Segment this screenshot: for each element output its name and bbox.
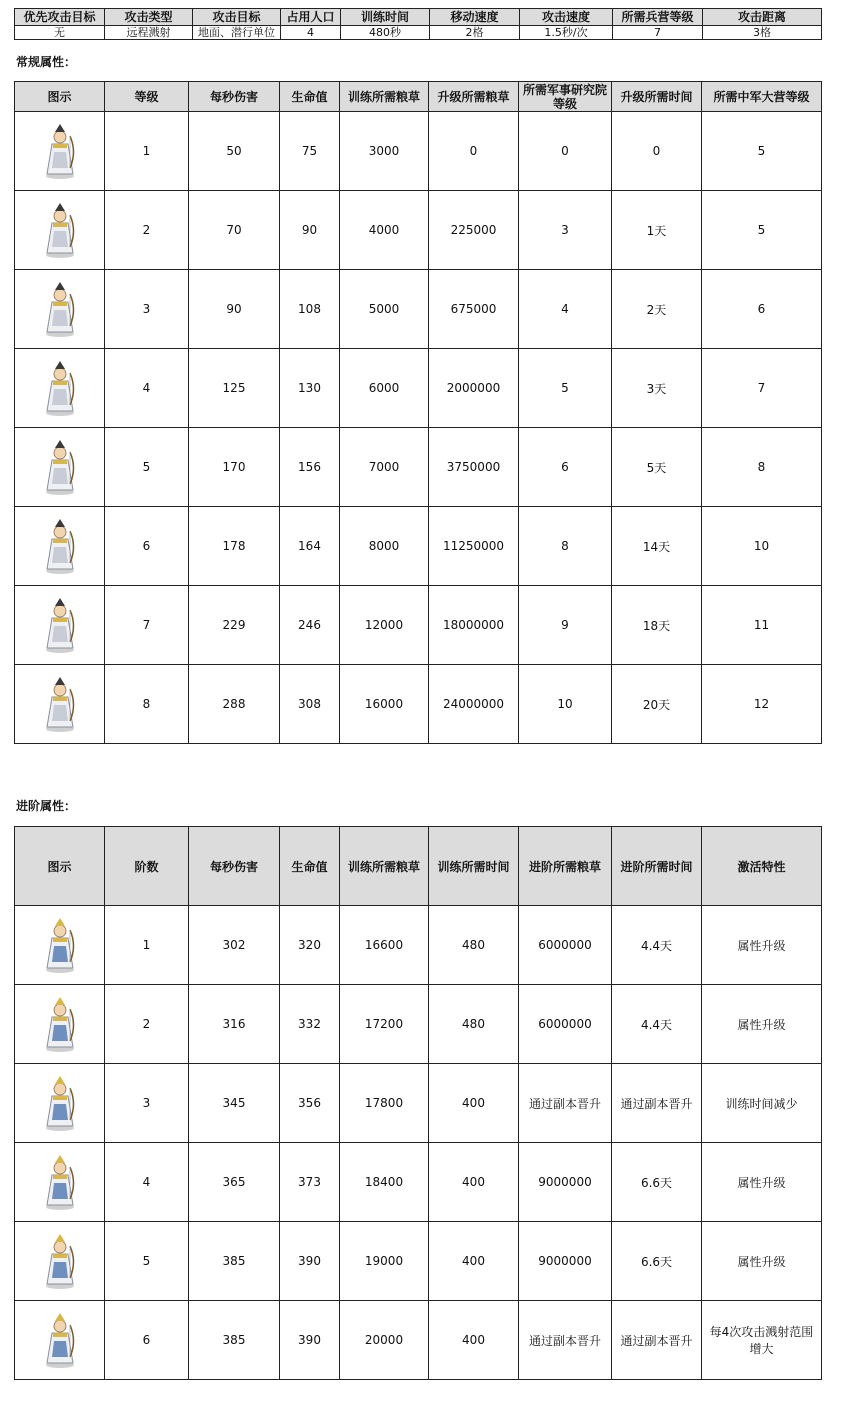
summary-value: 3格 [703,26,822,40]
unit-image-cell [15,1064,105,1143]
table-cell: 2 [105,191,189,270]
archer-unit-icon [40,359,80,417]
table-cell: 130 [280,349,340,428]
table-row [15,507,822,586]
table-cell: 8 [702,428,822,507]
advanced-header-row [15,827,822,906]
table-row [15,349,822,428]
advanced-header: 进阶所需时间 [612,827,702,906]
regular-attributes-table [14,81,822,744]
table-cell: 480 [429,985,519,1064]
table-cell: 316 [189,985,280,1064]
advanced-header: 生命值 [280,827,340,906]
unit-image-cell [15,349,105,428]
table-cell: 5 [519,349,612,428]
regular-header: 生命值 [280,82,340,112]
table-row [15,985,822,1064]
summary-table [14,8,822,40]
unit-image-cell [15,191,105,270]
table-cell: 4.4天 [612,906,702,985]
table-cell: 11250000 [429,507,519,586]
table-cell: 5 [105,1222,189,1301]
table-cell: 6 [702,270,822,349]
advanced-section-title: 进阶属性： [16,799,77,813]
summary-value: 7 [613,26,703,40]
archer-advanced-unit-icon [40,1232,80,1290]
table-cell: 17800 [340,1064,429,1143]
table-cell: 70 [189,191,280,270]
table-cell: 288 [189,665,280,744]
table-cell: 6 [105,1301,189,1380]
table-cell: 11 [702,586,822,665]
table-cell: 6.6天 [612,1222,702,1301]
table-row [15,1222,822,1301]
table-cell: 90 [280,191,340,270]
table-cell: 385 [189,1301,280,1380]
summary-value: 远程溅射 [105,26,193,40]
summary-header: 训练时间 [341,9,430,26]
table-cell: 5天 [612,428,702,507]
unit-image-cell [15,1301,105,1380]
archer-advanced-unit-icon [40,1074,80,1132]
archer-advanced-unit-icon [40,1311,80,1369]
table-cell: 20000 [340,1301,429,1380]
table-cell: 每4次攻击溅射范围增大 [702,1301,822,1380]
table-cell: 8 [105,665,189,744]
regular-header: 升级所需粮草 [429,82,519,112]
table-row [15,1143,822,1222]
table-row [15,1301,822,1380]
table-cell: 400 [429,1222,519,1301]
advanced-header: 每秒伤害 [189,827,280,906]
unit-image-cell [15,112,105,191]
table-cell: 3 [105,1064,189,1143]
table-cell: 5 [105,428,189,507]
table-row [15,270,822,349]
regular-header: 图示 [15,82,105,112]
summary-header: 攻击类型 [105,9,193,26]
unit-image-cell [15,507,105,586]
archer-unit-icon [40,201,80,259]
summary-header-row [15,9,822,26]
regular-header-row [15,82,822,112]
regular-header: 所需中军大营等级 [702,82,822,112]
table-row [15,1064,822,1143]
table-cell: 通过副本晋升 [612,1301,702,1380]
regular-header: 所需军事研究院等级 [519,82,612,112]
table-row [15,586,822,665]
summary-value: 无 [15,26,105,40]
table-cell: 90 [189,270,280,349]
summary-value: 1.5秒/次 [520,26,613,40]
table-cell: 18天 [612,586,702,665]
advanced-header: 进阶所需粮草 [519,827,612,906]
table-cell: 400 [429,1143,519,1222]
table-cell: 0 [519,112,612,191]
table-cell: 320 [280,906,340,985]
table-cell: 2 [105,985,189,1064]
archer-unit-icon [40,517,80,575]
table-cell: 属性升级 [702,985,822,1064]
table-cell: 4000 [340,191,429,270]
summary-header: 攻击距离 [703,9,822,26]
archer-advanced-unit-icon [40,916,80,974]
advanced-header: 激活特性 [702,827,822,906]
table-cell: 3000 [340,112,429,191]
table-cell: 108 [280,270,340,349]
table-cell: 6000000 [519,906,612,985]
regular-section-title: 常规属性： [16,55,77,69]
regular-header: 升级所需时间 [612,82,702,112]
archer-unit-icon [40,280,80,338]
table-cell: 229 [189,586,280,665]
unit-image-cell [15,1222,105,1301]
unit-image-cell [15,270,105,349]
regular-header: 训练所需粮草 [340,82,429,112]
table-cell: 3750000 [429,428,519,507]
table-cell: 7 [702,349,822,428]
table-cell: 5 [702,191,822,270]
table-row [15,428,822,507]
table-cell: 通过副本晋升 [612,1064,702,1143]
archer-advanced-unit-icon [40,995,80,1053]
table-cell: 1 [105,112,189,191]
table-cell: 10 [702,507,822,586]
unit-image-cell [15,665,105,744]
table-cell: 5 [702,112,822,191]
table-cell: 156 [280,428,340,507]
table-cell: 480 [429,906,519,985]
table-cell: 390 [280,1222,340,1301]
table-cell: 1天 [612,191,702,270]
table-cell: 属性升级 [702,906,822,985]
table-cell: 16000 [340,665,429,744]
table-cell: 通过副本晋升 [519,1301,612,1380]
table-cell: 332 [280,985,340,1064]
table-cell: 10 [519,665,612,744]
table-cell: 16600 [340,906,429,985]
summary-header: 占用人口 [281,9,341,26]
regular-header: 每秒伤害 [189,82,280,112]
table-cell: 2天 [612,270,702,349]
table-cell: 7 [105,586,189,665]
summary-header: 攻击目标 [193,9,281,26]
table-cell: 8 [519,507,612,586]
table-cell: 0 [429,112,519,191]
table-cell: 8000 [340,507,429,586]
table-cell: 训练时间减少 [702,1064,822,1143]
table-cell: 4 [105,1143,189,1222]
table-cell: 3 [105,270,189,349]
summary-header: 优先攻击目标 [15,9,105,26]
advanced-attributes-table [14,826,822,1380]
summary-value: 2格 [430,26,520,40]
table-cell: 75 [280,112,340,191]
table-cell: 125 [189,349,280,428]
table-cell: 3天 [612,349,702,428]
summary-value: 4 [281,26,341,40]
table-cell: 373 [280,1143,340,1222]
table-cell: 385 [189,1222,280,1301]
table-cell: 356 [280,1064,340,1143]
archer-unit-icon [40,596,80,654]
table-cell: 12000 [340,586,429,665]
table-cell: 5000 [340,270,429,349]
table-cell: 4 [105,349,189,428]
summary-value: 480秒 [341,26,430,40]
table-cell: 6000000 [519,985,612,1064]
table-cell: 19000 [340,1222,429,1301]
advanced-header: 训练所需时间 [429,827,519,906]
table-cell: 14天 [612,507,702,586]
table-cell: 345 [189,1064,280,1143]
table-row [15,906,822,985]
table-cell: 4 [519,270,612,349]
table-cell: 18400 [340,1143,429,1222]
table-cell: 4.4天 [612,985,702,1064]
table-cell: 390 [280,1301,340,1380]
table-cell: 302 [189,906,280,985]
table-cell: 675000 [429,270,519,349]
archer-unit-icon [40,122,80,180]
archer-unit-icon [40,438,80,496]
table-cell: 17200 [340,985,429,1064]
table-cell: 400 [429,1064,519,1143]
archer-advanced-unit-icon [40,1153,80,1211]
advanced-header: 图示 [15,827,105,906]
table-cell: 9000000 [519,1143,612,1222]
table-cell: 170 [189,428,280,507]
summary-value-row [15,26,822,40]
summary-value: 地面、潜行单位 [193,26,281,40]
table-cell: 50 [189,112,280,191]
table-cell: 1 [105,906,189,985]
table-cell: 2000000 [429,349,519,428]
table-cell: 0 [612,112,702,191]
table-cell: 9000000 [519,1222,612,1301]
table-cell: 属性升级 [702,1143,822,1222]
table-cell: 365 [189,1143,280,1222]
table-row [15,191,822,270]
regular-header: 等级 [105,82,189,112]
table-cell: 246 [280,586,340,665]
table-cell: 6 [519,428,612,507]
unit-image-cell [15,586,105,665]
table-cell: 308 [280,665,340,744]
advanced-header: 训练所需粮草 [340,827,429,906]
table-row [15,112,822,191]
table-cell: 6000 [340,349,429,428]
table-cell: 20天 [612,665,702,744]
summary-header: 攻击速度 [520,9,613,26]
table-cell: 164 [280,507,340,586]
summary-header: 移动速度 [430,9,520,26]
advanced-header: 阶数 [105,827,189,906]
unit-image-cell [15,906,105,985]
table-cell: 6 [105,507,189,586]
unit-image-cell [15,985,105,1064]
table-cell: 225000 [429,191,519,270]
table-row [15,665,822,744]
table-cell: 24000000 [429,665,519,744]
table-cell: 7000 [340,428,429,507]
table-cell: 属性升级 [702,1222,822,1301]
table-cell: 12 [702,665,822,744]
unit-image-cell [15,428,105,507]
summary-header: 所需兵营等级 [613,9,703,26]
table-cell: 178 [189,507,280,586]
table-cell: 6.6天 [612,1143,702,1222]
table-cell: 18000000 [429,586,519,665]
table-cell: 通过副本晋升 [519,1064,612,1143]
table-cell: 400 [429,1301,519,1380]
unit-image-cell [15,1143,105,1222]
archer-unit-icon [40,675,80,733]
table-cell: 3 [519,191,612,270]
table-cell: 9 [519,586,612,665]
